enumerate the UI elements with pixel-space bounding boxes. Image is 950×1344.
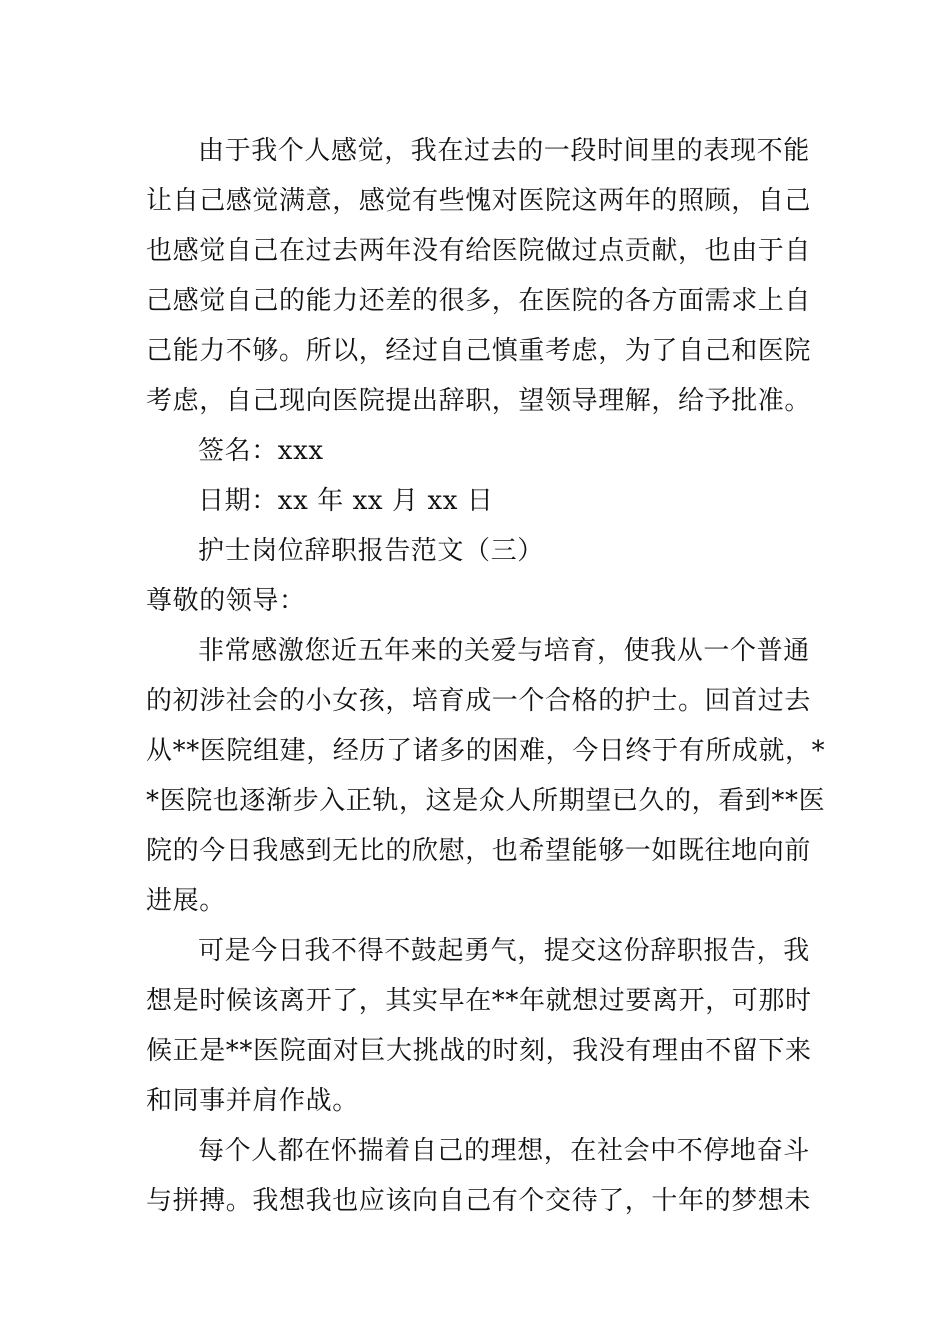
date: 日期：xx 年 xx 月 xx 日 bbox=[198, 486, 494, 516]
text-line: 院的今日我感到无比的欣慰，也希望能够一如既往地向前 bbox=[146, 836, 812, 866]
text-line: 由于我个人感觉，我在过去的一段时间里的表现不能 bbox=[198, 136, 810, 166]
text-line: 与拼搏。我想我也应该向自己有个交待了，十年的梦想未 bbox=[146, 1186, 812, 1216]
text-line: 可是今日我不得不鼓起勇气，提交这份辞职报告，我 bbox=[198, 936, 810, 966]
section-title: 护士岗位辞职报告范文（三） bbox=[198, 536, 544, 566]
text-line: 候正是**医院面对巨大挑战的时刻，我没有理由不留下来 bbox=[146, 1036, 812, 1066]
text-line: 的初涉社会的小女孩，培育成一个合格的护士。回首过去 bbox=[146, 686, 812, 716]
text-line: 进展。 bbox=[146, 886, 226, 916]
text-line: 从**医院组建，经历了诸多的困难，今日终于有所成就，* bbox=[146, 736, 826, 766]
text-line: 让自己感觉满意，感觉有些愧对医院这两年的照顾，自己 bbox=[146, 186, 812, 216]
text-line: 每个人都在怀揣着自己的理想，在社会中不停地奋斗 bbox=[198, 1136, 810, 1166]
text-line: 也感觉自己在过去两年没有给医院做过点贡献，也由于自 bbox=[146, 236, 812, 266]
text-line: 考虑，自己现向医院提出辞职，望领导理解，给予批准。 bbox=[146, 386, 812, 416]
text-line: 想是时候该离开了，其实早在**年就想过要离开，可那时 bbox=[146, 986, 812, 1016]
salutation: 尊敬的领导： bbox=[146, 586, 306, 616]
text-line: 己感觉自己的能力还差的很多，在医院的各方面需求上自 bbox=[146, 286, 812, 316]
text-line: *医院也逐渐步入正轨，这是众人所期望已久的，看到**医 bbox=[146, 786, 826, 816]
text-line: 非常感激您近五年来的关爱与培育，使我从一个普通 bbox=[198, 636, 810, 666]
text-line: 和同事并肩作战。 bbox=[146, 1086, 359, 1116]
text-line: 己能力不够。所以，经过自己慎重考虑，为了自己和医院 bbox=[146, 336, 812, 366]
signature: 签名：xxx bbox=[198, 436, 324, 466]
